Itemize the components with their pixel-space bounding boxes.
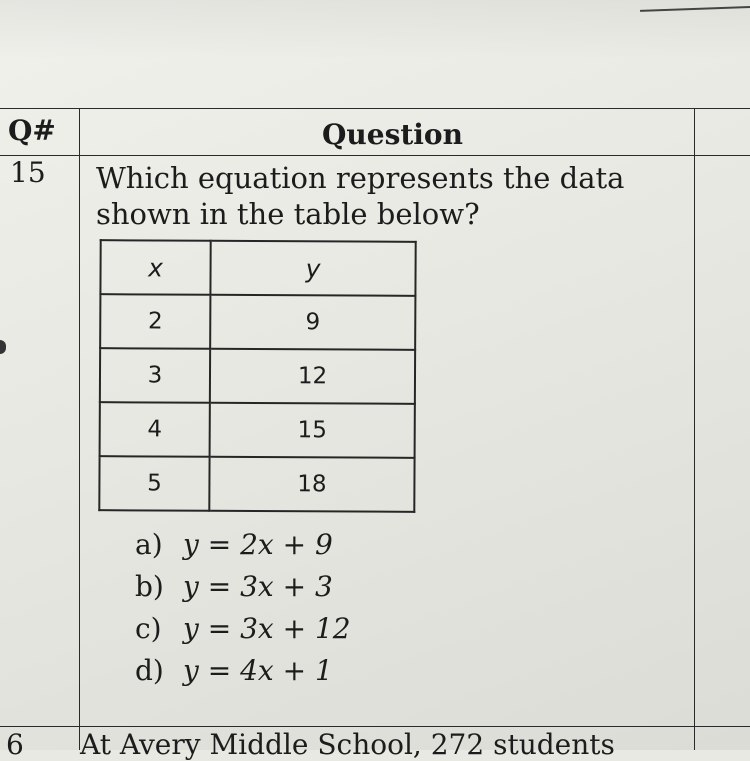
choice-b[interactable] [135, 566, 351, 608]
choice-equation: y = 3x + 3 [183, 570, 333, 603]
table-header-x: x [100, 240, 210, 295]
margin-mark [0, 340, 6, 354]
question-text [96, 160, 624, 232]
question-text-line2: shown in the table below? [96, 197, 480, 231]
choice-equation: y = 2x + 9 [183, 528, 333, 561]
table-cell-y: 15 [210, 403, 415, 458]
table-cell-x: 3 [100, 348, 210, 403]
choice-letter: c) [135, 612, 162, 645]
column-divider-right [694, 108, 695, 750]
choice-letter: b) [135, 570, 164, 603]
header-qnum: Q# [8, 114, 56, 147]
table-cell-x: 2 [100, 294, 210, 349]
table-cell-y: 9 [210, 295, 415, 350]
header-top-border [0, 108, 750, 109]
table-row [100, 348, 415, 404]
choice-equation: y = 4x + 1 [183, 654, 333, 687]
question-text-line1: Which equation represents the data [96, 161, 625, 195]
page-shadow [0, 0, 750, 60]
choice-equation: y = 3x + 12 [183, 612, 351, 645]
next-question-text: At Avery Middle School, 272 students [80, 728, 615, 761]
question-number: 15 [10, 156, 46, 189]
data-table [98, 239, 416, 513]
table-cell-x: 4 [100, 402, 210, 457]
choice-a[interactable] [135, 524, 351, 566]
choice-letter: a) [135, 528, 163, 561]
table-cell-x: 5 [99, 456, 209, 511]
choice-c[interactable] [135, 608, 351, 650]
table-cell-y: 12 [210, 349, 415, 404]
table-row [99, 456, 414, 512]
choice-d[interactable] [135, 650, 351, 692]
table-header-y: y [210, 241, 415, 296]
header-bottom-border [0, 155, 750, 156]
table-header-row [100, 240, 415, 296]
header-question: Question [322, 118, 463, 151]
row-separator [0, 726, 750, 727]
answer-choices [135, 524, 351, 692]
choice-letter: d) [135, 654, 164, 687]
next-question-number: 6 [6, 728, 24, 761]
table-row [100, 294, 415, 350]
table-cell-y: 18 [209, 457, 414, 512]
column-divider-left [79, 108, 80, 750]
table-row [100, 402, 415, 458]
